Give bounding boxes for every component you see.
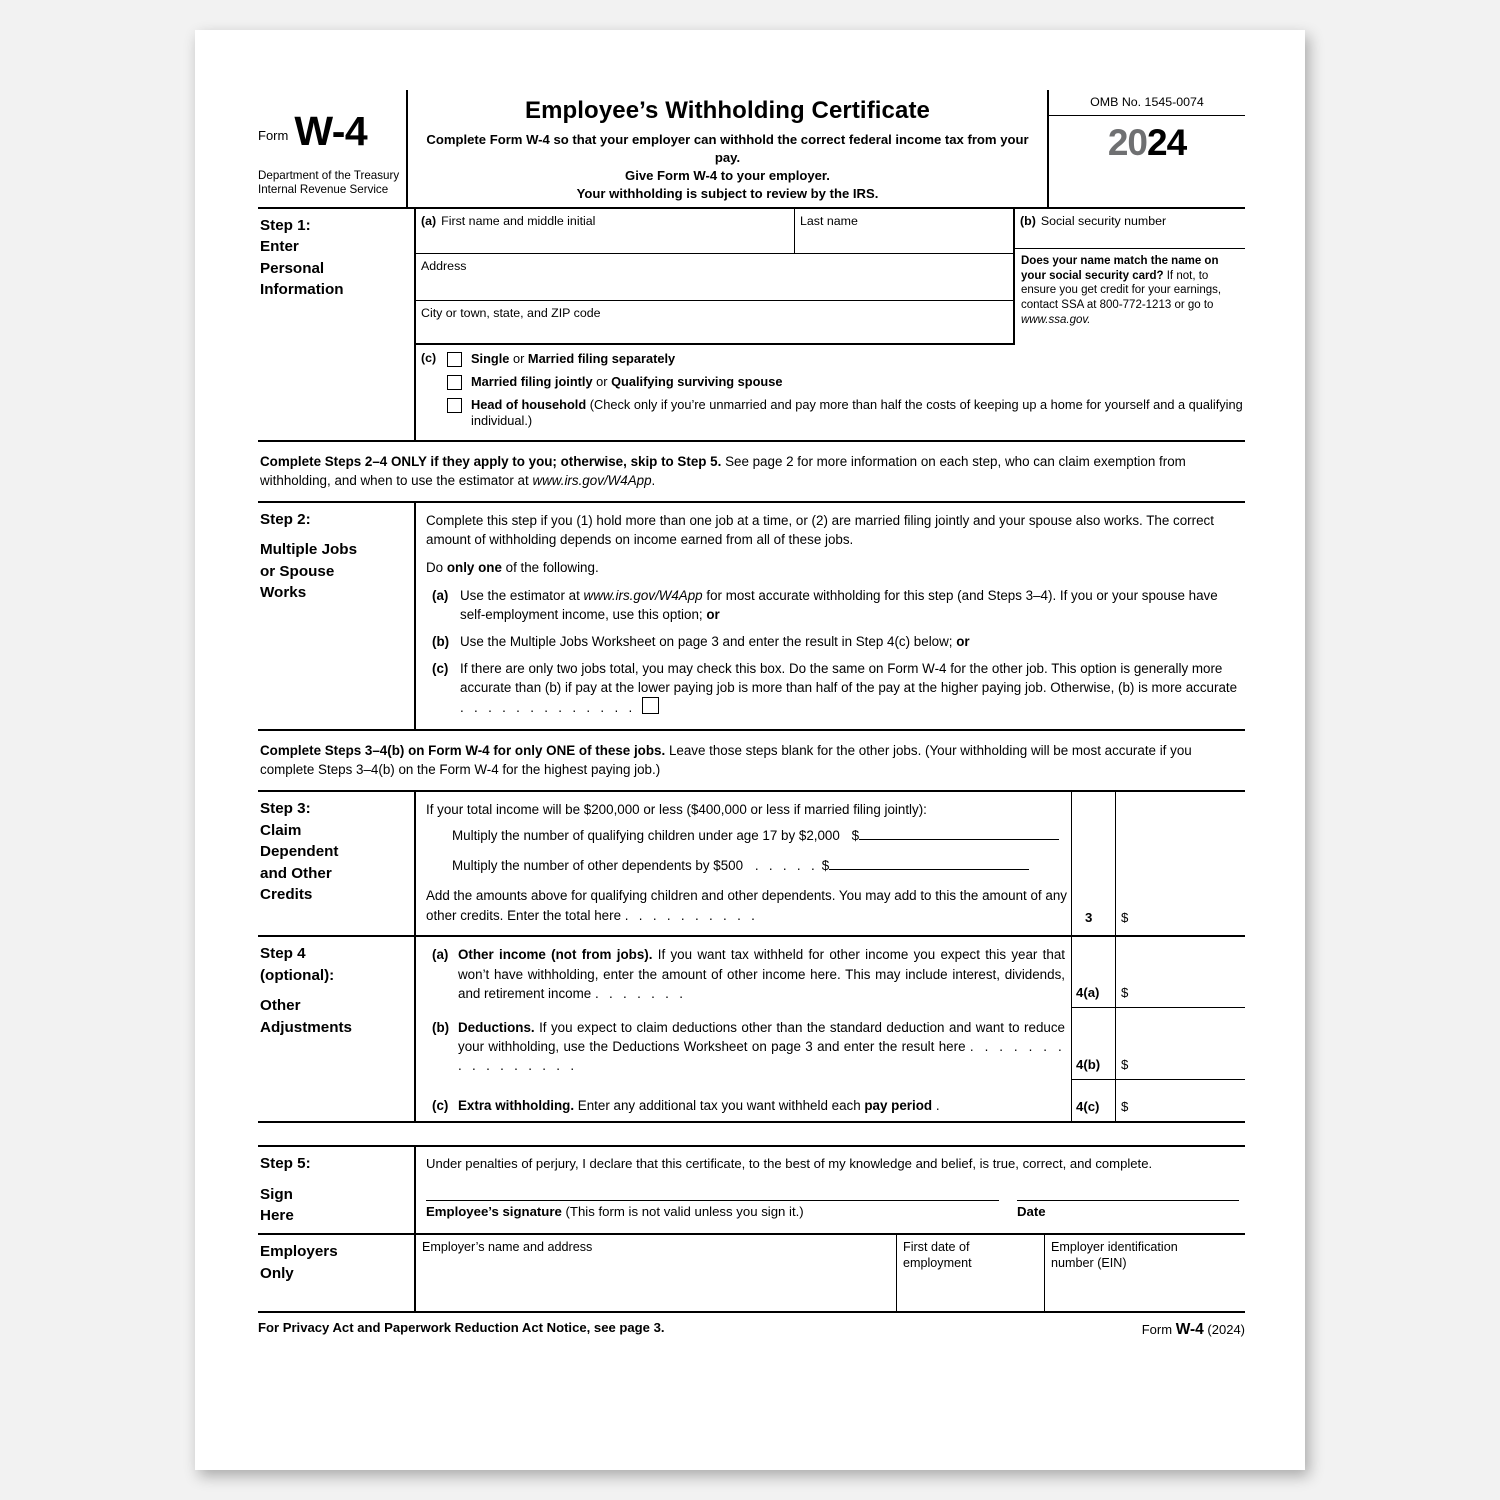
step-4b-dollar-sign: $ bbox=[1121, 1057, 1129, 1073]
employers-label-line-1: Employers bbox=[260, 1242, 338, 1260]
step-3-line-b-input[interactable] bbox=[829, 855, 1029, 870]
step-2-option-b-body: Use the Multiple Jobs Worksheet on page 3 and enter the result in Step 4(c) below; bbox=[460, 633, 957, 649]
department-line-2: Internal Revenue Service bbox=[258, 182, 389, 196]
last-name-label: Last name bbox=[800, 213, 858, 228]
filing-status-hoh-row[interactable] bbox=[416, 397, 1245, 430]
step-4a-body-text: If you want tax withheld for other income you expect this year that won’t have withholding, enter the amount of other income here. This may include interest, dividends, and retirement income bbox=[458, 947, 1065, 1002]
step-2-option-a-text bbox=[460, 586, 1241, 624]
tax-year-prefix: 20 bbox=[1107, 121, 1147, 163]
date-label: Date bbox=[1017, 1203, 1046, 1219]
step-3-dollar-sign: $ bbox=[1121, 910, 1129, 926]
employer-name-address-label: Employer’s name and address bbox=[422, 1239, 593, 1254]
step-4b-number-col bbox=[1071, 1008, 1115, 1080]
filing-status-single-label bbox=[471, 351, 675, 367]
step-2-option-c-text bbox=[460, 659, 1241, 717]
step-4c-bold: Extra withholding. bbox=[458, 1097, 575, 1113]
last-name-field[interactable] bbox=[795, 209, 1013, 253]
steps-3-4b-notice-bold: Complete Steps 3–4(b) on Form W-4 for only ONE of these jobs. bbox=[260, 742, 666, 758]
department-line-1: Department of the Treasury bbox=[258, 168, 400, 182]
step-4a-number-col bbox=[1071, 937, 1115, 1007]
page-title: Employee’s Withholding Certificate bbox=[524, 97, 930, 124]
step-1-left-fields bbox=[416, 209, 1013, 345]
tax-year bbox=[1049, 116, 1245, 167]
ein-label-1: Employer identification bbox=[1051, 1239, 1178, 1254]
employers-label-line-2: Only bbox=[260, 1264, 294, 1282]
first-name-tag: (a) bbox=[421, 213, 437, 228]
header-left bbox=[258, 90, 408, 207]
header-right bbox=[1047, 90, 1245, 207]
step-3-section bbox=[258, 792, 1245, 937]
step-3-label-line-5: Credits bbox=[260, 886, 313, 904]
step-4-section bbox=[258, 937, 1245, 1123]
ssn-note-rest: If not, to ensure you get credit for your earnings, contact SSA at 800-772-1213 or go to bbox=[1021, 269, 1222, 312]
filing-status-group bbox=[416, 345, 1245, 440]
step-4a-dots: . . . . . . . bbox=[594, 986, 687, 1002]
signature-field[interactable] bbox=[426, 1200, 1017, 1221]
step-4b-bold: Deductions. bbox=[458, 1019, 535, 1035]
ein-label-2: number (EIN) bbox=[1051, 1255, 1127, 1270]
signature-rule bbox=[426, 1200, 999, 1201]
step-3-line-b-dollar: $ bbox=[821, 857, 830, 873]
step-3-line-number: 3 bbox=[1085, 910, 1093, 926]
step-4a-body bbox=[416, 937, 1071, 1007]
step-4c-dots: . bbox=[935, 1097, 943, 1113]
step-4b-line bbox=[426, 1018, 1071, 1076]
step-4-label-line-3: Other bbox=[260, 997, 301, 1015]
footer-form-word: Form bbox=[1141, 1321, 1173, 1337]
step-2-label-line-4: Works bbox=[260, 584, 307, 602]
step-2-option-a-pre: Use the estimator at bbox=[460, 587, 584, 603]
footer-form-year: (2024) bbox=[1207, 1321, 1245, 1337]
step-3-label-line-1: Step 3: bbox=[260, 800, 311, 817]
status-single-bold: Single bbox=[471, 350, 510, 366]
steps-3-4b-notice bbox=[258, 731, 1245, 792]
step-2-label-line-3: or Spouse bbox=[260, 562, 335, 580]
ssn-note bbox=[1015, 249, 1245, 333]
step-1-label-line-1: Step 1: bbox=[260, 216, 311, 234]
step-3-line-c-dots: . . . . . . . . . . bbox=[624, 907, 759, 923]
ssn-column bbox=[1013, 209, 1245, 345]
status-single-mid: or bbox=[509, 350, 528, 366]
header-title-block bbox=[408, 90, 1047, 207]
step-4a-bold: Other income (not from jobs). bbox=[458, 947, 653, 963]
step-4a-line bbox=[426, 945, 1071, 1003]
signature-label-rest: (This form is not valid unless you sign it.) bbox=[561, 1203, 804, 1219]
signature-label-bold: Employee’s signature bbox=[426, 1203, 562, 1219]
step-2-option-b-tag: (b) bbox=[432, 633, 450, 649]
signature-row bbox=[426, 1200, 1239, 1226]
step-5-section bbox=[258, 1145, 1245, 1233]
step-4c-body-text: Enter any additional tax you want withheld each bbox=[574, 1097, 865, 1113]
step-2-option-b bbox=[426, 632, 1241, 651]
filing-status-single-row[interactable] bbox=[416, 351, 1245, 367]
filing-status-tag: (c) bbox=[421, 350, 437, 365]
date-field[interactable] bbox=[1017, 1200, 1239, 1221]
step-2-section bbox=[258, 503, 1245, 731]
step-4c-text bbox=[458, 1096, 1071, 1115]
step-3-line-a bbox=[452, 825, 1071, 845]
ein-field[interactable] bbox=[1045, 1235, 1245, 1311]
employers-section bbox=[258, 1233, 1245, 1313]
step-2-option-c-dots: . . . . . . . . . . . . . bbox=[460, 699, 636, 715]
checkbox-single[interactable] bbox=[447, 352, 462, 367]
step-5-label-line-2: Sign bbox=[260, 1185, 293, 1203]
ssn-label: Social security number bbox=[1040, 213, 1167, 228]
step-3-line-b bbox=[452, 855, 1071, 875]
steps-2-4-notice-period: . bbox=[651, 472, 656, 488]
checkbox-married-jointly[interactable] bbox=[447, 375, 462, 390]
first-date-employment-field[interactable] bbox=[897, 1235, 1045, 1311]
step-4c-body bbox=[416, 1080, 1071, 1121]
privacy-notice: For Privacy Act and Paperwork Reduction Act Notice, see page 3. bbox=[258, 1319, 665, 1335]
filing-status-joint-label bbox=[471, 374, 782, 390]
step-2-option-b-text bbox=[460, 632, 1241, 651]
city-state-zip-label: City or town, state, and ZIP code bbox=[421, 305, 601, 320]
step-3-amount-col[interactable] bbox=[1115, 792, 1245, 935]
step-3-line-number-col bbox=[1071, 792, 1115, 935]
step-1-label-line-3: Personal bbox=[260, 259, 325, 277]
first-date-employment-label-2: employment bbox=[903, 1255, 972, 1270]
steps-2-4-notice-link: www.irs.gov/W4App bbox=[532, 472, 652, 488]
step-5-label-line-3: Here bbox=[260, 1207, 294, 1225]
first-date-employment-label-1: First date of bbox=[903, 1239, 970, 1254]
step-2-label-line-1: Step 2: bbox=[260, 510, 311, 528]
step-1-label-line-2: Enter bbox=[260, 238, 299, 256]
checkbox-two-jobs[interactable] bbox=[642, 697, 659, 714]
step-4a-tag: (a) bbox=[432, 947, 449, 963]
steps-3-4b-notice-rest: Leave those steps blank for the other jobs. (Your withholding will be most accurate if you complete Steps 3–4(b) on the Form W-4 for the highest paying job.) bbox=[260, 742, 1192, 777]
penalty-statement: Under penalties of perjury, I declare that this certificate, to the best of my knowledge and belief, is true, correct, and complete. bbox=[426, 1156, 1153, 1172]
step-3-label-line-2: Claim bbox=[260, 821, 302, 839]
steps-2-4-notice bbox=[258, 442, 1245, 503]
ssn-note-bold: Does your name match the name on your social security card? bbox=[1021, 254, 1219, 282]
step-1-label bbox=[258, 209, 416, 440]
step-2-label-line-2: Multiple Jobs bbox=[260, 541, 358, 559]
ssn-field[interactable] bbox=[1015, 209, 1245, 249]
status-joint-mid: or bbox=[592, 373, 612, 389]
first-name-field[interactable] bbox=[416, 209, 795, 253]
status-joint-bold: Married filing jointly bbox=[471, 373, 593, 389]
step-4-label-line-2: (optional): bbox=[260, 966, 335, 984]
step-2-option-c-body: If there are only two jobs total, you may check this box. Do the same on Form W-4 for the other job. This option is generally more accurate than (b) if pay at the lower paying job is more than half of the pay at the higher paying job. Otherwise, (b) is more accurate bbox=[460, 660, 1238, 695]
status-single-bold2: Married filing separately bbox=[527, 350, 676, 366]
step-4a-text bbox=[458, 945, 1071, 1003]
step-3-line-b-dots: . . . . . bbox=[754, 857, 818, 873]
filing-status-hoh-label bbox=[471, 397, 1245, 430]
city-state-zip-field[interactable] bbox=[416, 301, 1013, 345]
step-2-para-2-bold: only one bbox=[446, 559, 502, 575]
step-4c-number-col bbox=[1071, 1080, 1115, 1121]
w4-form bbox=[258, 90, 1245, 1340]
step-3-label-line-3: Dependent bbox=[260, 843, 339, 861]
step-4-label-line-1: Step 4 bbox=[260, 945, 306, 963]
step-2-option-c bbox=[426, 659, 1241, 717]
form-word: Form bbox=[258, 128, 289, 144]
title-subline-1: Complete Form W-4 so that your employer can withhold the correct federal income tax from your pay. bbox=[426, 132, 1029, 165]
step-4c-tag: (c) bbox=[432, 1097, 449, 1113]
step-3-line-a-text: Multiply the number of qualifying children under age 17 by $2,000 bbox=[452, 828, 840, 844]
step-3-intro: If your total income will be $200,000 or less ($400,000 or less if married filing jointly): bbox=[426, 802, 927, 817]
step-1-label-line-4: Information bbox=[260, 281, 344, 299]
step-5-label-line-1: Step 5: bbox=[260, 1155, 311, 1173]
step-3-line-a-dollar: $ bbox=[851, 828, 860, 844]
step-4b-number: 4(b) bbox=[1076, 1057, 1101, 1073]
step-4b-amount-col[interactable] bbox=[1115, 1008, 1245, 1080]
step-2-para-2-pre: Do bbox=[426, 559, 447, 575]
footer-form-number: W-4 bbox=[1175, 1320, 1204, 1338]
step-3-body bbox=[416, 792, 1071, 935]
status-hoh-rest: (Check only if you’re unmarried and pay more than half the costs of keeping up a home for yourself and a qualifying individual.) bbox=[471, 397, 1243, 429]
omb-number: OMB No. 1545-0074 bbox=[1049, 90, 1245, 116]
address-label: Address bbox=[421, 258, 467, 273]
step-4-label bbox=[258, 937, 416, 1121]
footer-form-id bbox=[1142, 1320, 1245, 1340]
step-2-option-a-or: or bbox=[706, 606, 720, 622]
step-3-label bbox=[258, 792, 416, 935]
step-2-body bbox=[416, 503, 1245, 729]
step-4b-body-text: If you expect to claim deductions other than the standard deduction and want to reduce your withholding, use the Deductions Worksheet on page 3 and enter the result here bbox=[458, 1019, 1065, 1054]
step-2-para-2 bbox=[426, 558, 1241, 577]
status-joint-bold2: Qualifying surviving spouse bbox=[611, 373, 783, 389]
ssn-tag: (b) bbox=[1020, 213, 1036, 228]
step-2-para-2-post: of the following. bbox=[501, 559, 599, 575]
address-field[interactable] bbox=[416, 254, 1013, 301]
title-subline-2: Give Form W-4 to your employer. bbox=[625, 168, 830, 184]
step-2-option-b-or: or bbox=[956, 633, 970, 649]
step-2-option-a bbox=[426, 586, 1241, 624]
step-4c-bold2: pay period bbox=[864, 1097, 933, 1113]
step-1-body bbox=[416, 209, 1245, 440]
steps-2-4-notice-rest: See page 2 for more information on each step, who can claim exemption from withholding, and when to use the estimator at bbox=[260, 453, 1186, 488]
tax-year-suffix: 24 bbox=[1147, 121, 1187, 163]
step-2-label bbox=[258, 503, 416, 729]
date-rule bbox=[1017, 1200, 1239, 1201]
step-5-label bbox=[258, 1147, 416, 1233]
step-2-para-1: Complete this step if you (1) hold more than one job at a time, or (2) are married filing jointly and your spouse also works. The correct amount of withholding depends on income earned from all of these jobs. bbox=[426, 512, 1214, 547]
employers-label bbox=[258, 1235, 416, 1311]
step-4c-line bbox=[426, 1096, 1071, 1115]
step-3-label-line-4: and Other bbox=[260, 864, 332, 882]
step-2-option-c-tag: (c) bbox=[432, 660, 449, 676]
form-footer bbox=[258, 1313, 1245, 1340]
first-name-label: First name and middle initial bbox=[441, 213, 596, 228]
step-2-option-a-tag: (a) bbox=[432, 587, 449, 603]
step-1-section bbox=[258, 209, 1245, 442]
estimator-link[interactable]: www.irs.gov/W4App bbox=[583, 587, 703, 603]
form-number: W-4 bbox=[294, 108, 368, 154]
step-5-body bbox=[416, 1147, 1245, 1233]
step-3-line-b-text: Multiply the number of other dependents by $500 bbox=[452, 857, 744, 873]
step-4-label-line-4: Adjustments bbox=[260, 1018, 352, 1036]
step-4b-tag: (b) bbox=[432, 1019, 450, 1035]
step-3-line-a-input[interactable] bbox=[859, 825, 1059, 840]
step-2-option-a-post: for most accurate withholding for this step (and Steps 3–4). If you or your spouse have self-employment income, use this option; bbox=[460, 587, 1218, 622]
step-4b-text bbox=[458, 1018, 1071, 1076]
status-hoh-bold: Head of household bbox=[471, 397, 587, 413]
checkbox-head-of-household[interactable] bbox=[447, 398, 462, 413]
step-4b-body bbox=[416, 1008, 1071, 1080]
employer-name-address-field[interactable] bbox=[416, 1235, 897, 1311]
step-4a-number: 4(a) bbox=[1076, 984, 1100, 1000]
step-4c-amount-col[interactable] bbox=[1115, 1080, 1245, 1121]
step-4a-amount-col[interactable] bbox=[1115, 937, 1245, 1007]
step-3-line-c bbox=[426, 886, 1071, 925]
form-header bbox=[258, 90, 1245, 209]
step-4c-dollar-sign: $ bbox=[1121, 1099, 1129, 1115]
step-4a-dollar-sign: $ bbox=[1121, 984, 1129, 1000]
form-page bbox=[195, 30, 1305, 1470]
title-subline-3: Your withholding is subject to review by the IRS. bbox=[576, 186, 879, 202]
step-4-body bbox=[416, 937, 1245, 1121]
ssn-note-link: www.ssa.gov. bbox=[1021, 314, 1091, 327]
step-4b-dots: . . . . . . . . . . . . . . . . bbox=[458, 1038, 1065, 1074]
step-3-line-c-text: Add the amounts above for qualifying children and other dependents. You may add to this the amount of any other credits. Enter the total here bbox=[426, 888, 1067, 923]
spacer bbox=[258, 1123, 1245, 1145]
filing-status-joint-row[interactable] bbox=[416, 374, 1245, 390]
signature-label bbox=[426, 1204, 999, 1221]
steps-2-4-notice-bold: Complete Steps 2–4 ONLY if they apply to you; otherwise, skip to Step 5. bbox=[260, 453, 722, 469]
step-4c-number: 4(c) bbox=[1076, 1099, 1100, 1115]
department-block bbox=[258, 151, 406, 196]
